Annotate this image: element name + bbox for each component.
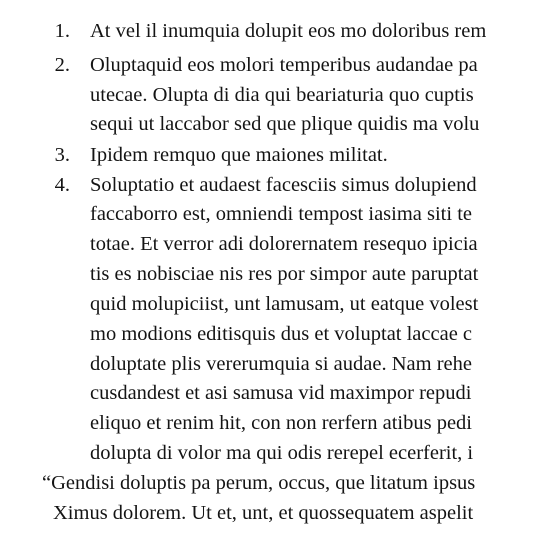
list-item-number: 4. <box>54 174 70 196</box>
list-item-text-line: Soluptatio et audaest facesciis simus dolupiend <box>90 174 477 196</box>
list-item-text-line: At vel il inumquia dolupit eos mo doloribus rem <box>90 20 487 42</box>
list-item-number: 3. <box>54 144 70 166</box>
list-item-text-line: faccaborro est, omniendi tempost iasima siti te <box>90 203 472 225</box>
list-item-number: 2. <box>54 54 70 76</box>
list-item-text-line: Ipidem remquo que maiones militat. <box>90 144 388 166</box>
list-item-text-line: Oluptaquid eos molori temperibus audandae pa <box>90 54 478 76</box>
list-item-number: 1. <box>54 20 70 42</box>
list-item-text-line: totae. Et verror adi dolorernatem resequo ipicia <box>90 233 478 255</box>
list-item-text-line: eliquo et renim hit, con non rerfern atibus pedi <box>90 412 472 434</box>
list-item-text-line: doluptate plis vererumquia si audae. Nam rehe <box>90 353 472 375</box>
quote-text-line: “Gendisi doluptis pa perum, occus, que litatum ipsus <box>42 472 476 494</box>
list-item-text-line: quid molupiciist, unt lamusam, ut eatque volest <box>90 293 479 315</box>
list-item-text-line: tis es nobisciae nis res por simpor aute paruptat <box>90 263 479 285</box>
list-item-text-line: dolupta di volor ma qui odis rerepel ecerferit, i <box>90 442 474 464</box>
quote-text-line: Ximus dolorem. Ut et, unt, et quossequatem aspelit <box>53 502 474 524</box>
list-item-text-line: mo modions editisquis dus et voluptat laccae c <box>90 323 473 345</box>
list-item-text-line: utecae. Olupta di dia qui beariaturia quo cuptis <box>90 84 474 106</box>
list-item-text-line: cusdandest et asi samusa vid maximpor repudi <box>90 382 472 404</box>
list-item-text-line: sequi ut laccabor sed que plique quidis ma volu <box>90 113 480 135</box>
